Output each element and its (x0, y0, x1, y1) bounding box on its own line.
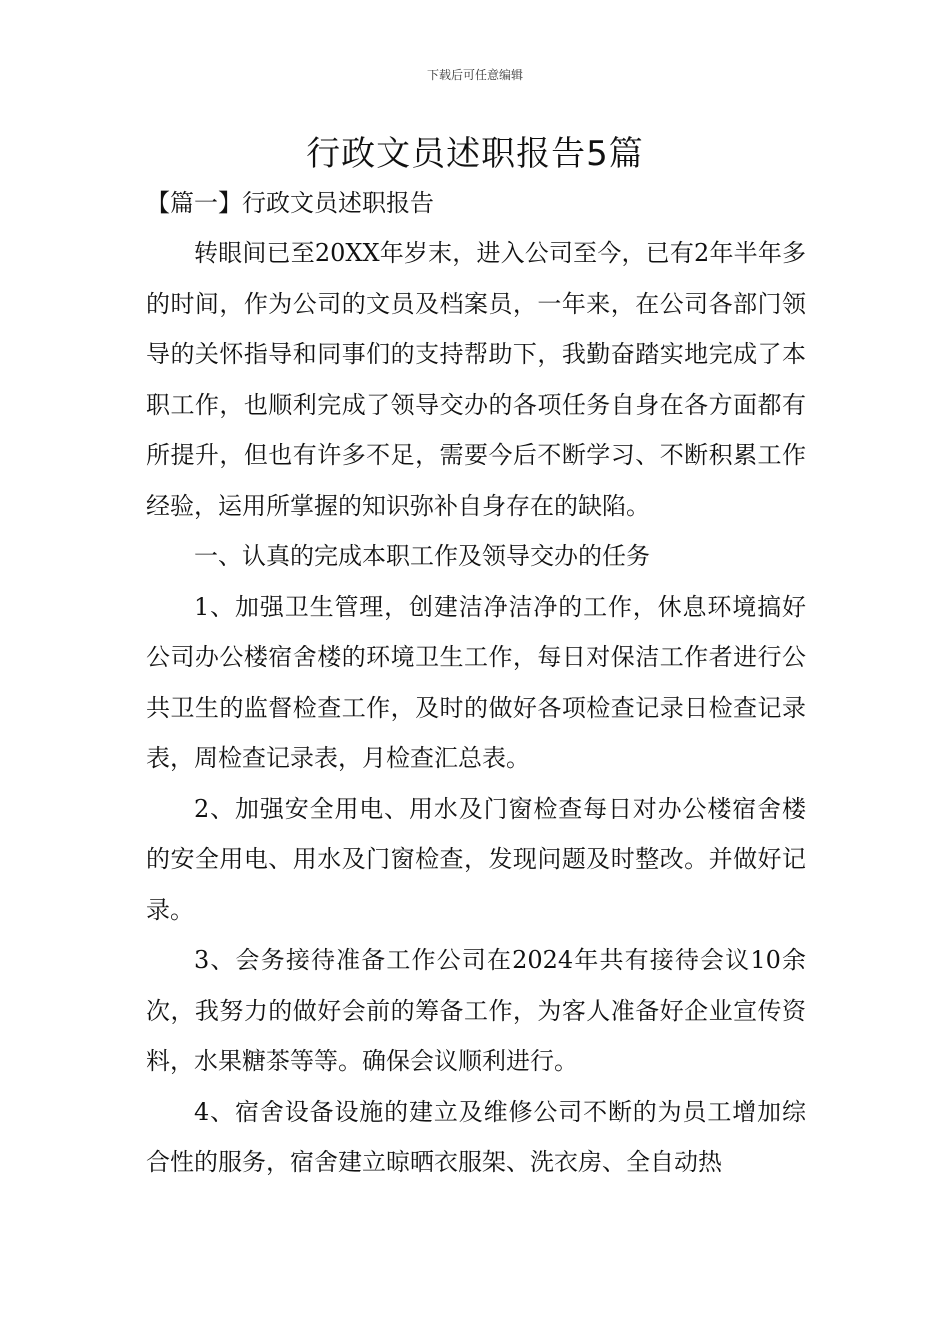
header-note: 下载后可任意编辑 (426, 68, 523, 82)
paragraph: 2、加强安全用电、用水及门窗检查每日对办公楼宿舍楼的安全用电、用水及门窗检查，发现问题及时整改。并做好记录。 (146, 794, 806, 924)
paragraph: 3、会务接待准备工作公司在2024年共有接待会议10余次，我努力的做好会前的筹备工作，为客人准备好企业宣传资料，水果糖茶等等。确保会议顺利进行。 (146, 946, 806, 1075)
paragraph: 4、宿舍设备设施的建立及维修公司不断的为员工增加综合性的服务，宿舍建立晾晒衣服架、洗衣房、全自动热 (146, 1097, 806, 1176)
document-title: 行政文员述职报告5篇 (306, 134, 644, 174)
paragraph: 1、加强卫生管理，创建洁净洁净的工作，休息环境搞好公司办公楼宿舍楼的环境卫生工作，每日对保洁工作者进行公共卫生的监督检查工作，及时的做好各项检查记录日检查记录表，周检查记录表，月检查汇总表。 (146, 592, 806, 772)
body-text (146, 228, 806, 1188)
paragraph: 一、认真的完成本职工作及领导交办的任务 (194, 542, 650, 570)
paragraph: 转眼间已至20XX年岁末，进入公司至今，已有2年半年多的时间，作为公司的文员及档案员，一年来，在公司各部门领导的关怀指导和同事们的支持帮助下，我勤奋踏实地完成了本职工作，也顺利完成了领导交办的各项任务自身在各方面都有所提升，但也有许多不足，需要今后不断学习、不断积累工作经验，运用所掌握的知识弥补自身存在的缺陷。 (146, 239, 806, 520)
section-heading: 【篇一】行政文员述职报告 (146, 189, 434, 217)
